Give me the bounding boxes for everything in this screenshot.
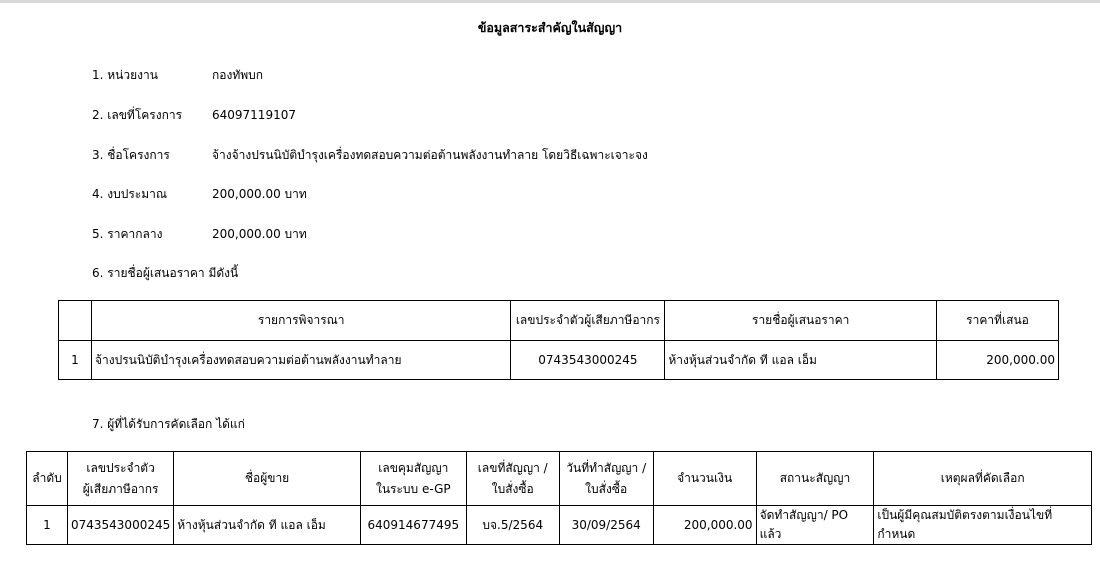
- column-header: ลำดับ: [27, 452, 68, 506]
- info-value: จ้างจ้างปรนนิบัติบำรุงเครื่องทดสอบความต่อต้านพลังงานทำลาย โดยวิธีเฉพาะเจาะจง: [212, 148, 648, 162]
- table-header-row: [27, 452, 1092, 506]
- info-row-budget: [92, 185, 307, 204]
- top-border: [0, 0, 1100, 3]
- info-label: 1. หน่วยงาน: [92, 68, 158, 82]
- table-cell: 200,000.00: [653, 506, 756, 545]
- column-header: เลขคุมสัญญา ในระบบ e-GP: [360, 452, 466, 506]
- page-title: ข้อมูลสาระสำคัญในสัญญา: [477, 20, 623, 35]
- table-header-row: [59, 301, 1059, 341]
- column-header: จำนวนเงิน: [653, 452, 756, 506]
- table-cell: บจ.5/2564: [466, 506, 559, 545]
- table-cell: เป็นผู้มีคุณสมบัติตรงตามเงื่อนไขที่กำหนด: [874, 506, 1092, 545]
- info-value: 200,000.00 บาท: [212, 227, 307, 241]
- column-header: ราคาที่เสนอ: [937, 301, 1059, 341]
- table-row: [59, 341, 1059, 380]
- column-header: วันที่ทำสัญญา / ใบสั่งซื้อ: [559, 452, 653, 506]
- info-row-agency: [92, 66, 263, 85]
- table-row: [27, 506, 1092, 545]
- table-cell: 640914677495: [360, 506, 466, 545]
- info-label: 5. ราคากลาง: [92, 227, 163, 241]
- section6-heading: 6. รายชื่อผู้เสนอราคา มีดังนี้: [92, 266, 239, 280]
- table-cell: 0743543000245: [67, 506, 173, 545]
- column-header: ชื่อผู้ขาย: [174, 452, 361, 506]
- info-label: 2. เลขที่โครงการ: [92, 108, 183, 122]
- info-row-median-price: [92, 225, 307, 244]
- table-cell: 0743543000245: [511, 341, 665, 380]
- table-cell: 1: [59, 341, 92, 380]
- info-value: 64097119107: [212, 108, 296, 122]
- table-cell: 1: [27, 506, 68, 545]
- selected-vendor-table: [26, 451, 1092, 545]
- column-header: เลขที่สัญญา / ใบสั่งซื้อ: [466, 452, 559, 506]
- column-header: [59, 301, 92, 341]
- bidders-table: [58, 300, 1059, 380]
- table-cell: 200,000.00: [937, 341, 1059, 380]
- info-row-project-number: [92, 106, 296, 125]
- column-header: เหตุผลที่คัดเลือก: [874, 452, 1092, 506]
- table-cell: จัดทำสัญญา/ PO แล้ว: [756, 506, 874, 545]
- info-label: 3. ชื่อโครงการ: [92, 148, 170, 162]
- column-header: เลขประจำตัวผู้เสียภาษีอากร: [511, 301, 665, 341]
- table-cell: จ้างปรนนิบัติบำรุงเครื่องทดสอบความต่อต้านพลังงานทำลาย: [91, 341, 510, 380]
- info-label: 4. งบประมาณ: [92, 187, 168, 201]
- table-cell: ห้างหุ้นส่วนจำกัด ที แอล เอ็ม: [174, 506, 361, 545]
- info-value: กองทัพบก: [212, 68, 264, 82]
- column-header: รายการพิจารณา: [91, 301, 510, 341]
- column-header: รายชื่อผู้เสนอราคา: [665, 301, 937, 341]
- column-header: เลขประจำตัว ผู้เสียภาษีอากร: [67, 452, 173, 506]
- table-cell: 30/09/2564: [559, 506, 653, 545]
- info-value: 200,000.00 บาท: [212, 187, 307, 201]
- table-cell: ห้างหุ้นส่วนจำกัด ที แอล เอ็ม: [665, 341, 937, 380]
- info-row-project-name: [92, 146, 648, 165]
- section7-heading: 7. ผู้ที่ได้รับการคัดเลือก ได้แก่: [92, 417, 245, 431]
- column-header: สถานะสัญญา: [756, 452, 874, 506]
